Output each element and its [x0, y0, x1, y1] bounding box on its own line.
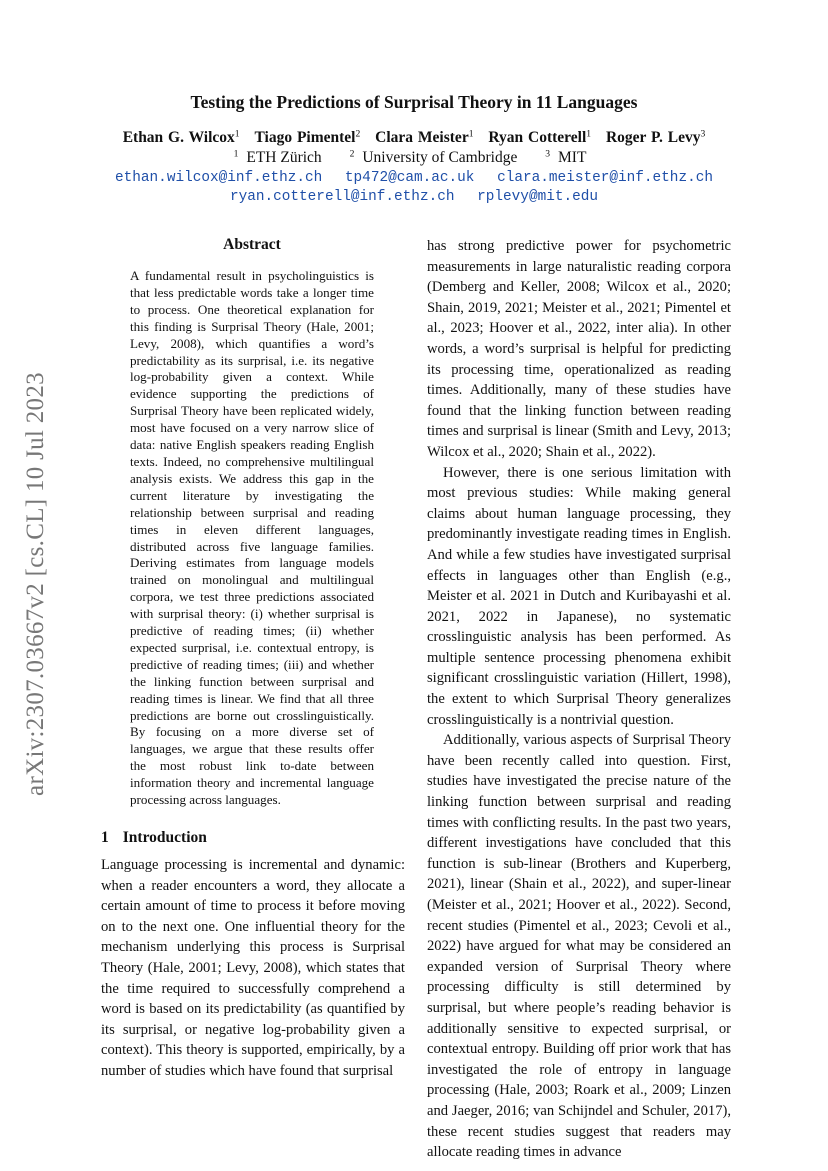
- author-name: Roger P. Levy$^3$: [605, 128, 706, 146]
- intro-paragraph-1: Language processing is incremental and dynamic: when a reader encounters a word, they allocate a certain amount of time to process it before moving on to the next one. One influential theory for the mechanism underlying this process is Surprisal Theory (Hale, 2001; Levy, 2008), which states that the time required to successfully comprehend a word is based on its predictability (as quantified by its surprisal, or negative log-probability given a context). This theory is supported, empirically, by a number of studies which have found that surprisal: [101, 857, 405, 1079]
- intro-paragraph-3: Additionally, various aspects of Surprisal Theory have been recently called into question. First, studies have investigated the precise nature of the linking function between surprisal and reading times with conflicting results. In the past two years, different investigations have concluded that this function is sub-linear (Brothers and Kuperberg, 2021), linear (Shain et al., 2022), and super-linear (Meister et al., 2021; Hoover et al., 2022). Second, recent studies (Pimentel et al., 2023; Cevoli et al., 2022) have argued for what may be considered an expanded version of Surprisal Theory where processing difficulty is still determined by surprisal, but where people’s reading behavior is additionally sensitive to expected surprisal, or contextual entropy. Building off prior work that has investigated the role of entropy in language processing (Hale, 2003; Roark et al., 2009; Linzen and Jaeger, 2016; van Schijndel and Schuler, 2017), these recent studies suggest that readers may allocate reading times in advance: [427, 732, 731, 1161]
- right-column: [427, 236, 731, 1163]
- intro-paragraph-continued: has strong predictive power for psychometric measurements in large naturalistic reading corpora (Demberg and Keller, 2008; Wilcox et al., 2020; Shain, 2019, 2021; Meister et al., 2021; Pimentel et al., 2023; Hoover et al., 2022, inter alia). In other words, a word’s surprisal is helpful for predicting its processing time, operationalized as reading times. Additionally, many of these studies have found that the linking function between reading times and surprisal is linear (Smith and Levy, 2013; Wilcox et al., 2020; Shain et al., 2022).: [427, 238, 731, 460]
- paper-title: Testing the Predictions of Surprisal Theory in 11 Languages: [190, 92, 638, 112]
- arxiv-identifier: arXiv:2307.03667v2 [cs.CL] 10 Jul 2023: [22, 372, 49, 796]
- email-list: [0, 189, 828, 205]
- author-name: Ethan G. Wilcox$^1$: [122, 128, 240, 146]
- abstract-heading: Abstract: [223, 236, 281, 253]
- email-link[interactable]: ryan.cotterell@inf.ethz.ch: [229, 189, 455, 205]
- affiliation: $^1$ ETH Zürich: [233, 148, 322, 166]
- author-name: Ryan Cotterell$^1$: [488, 128, 592, 146]
- section-title: Introduction: [122, 829, 207, 846]
- intro-paragraph-2: However, there is one serious limitation with most previous studies: While making general claims about human language processing, they predominantly investigate reading times in English. And while a few studies have investigated surprisal effects in languages other than English (e.g., Meister et al. 2021 in Dutch and Kuribayashi et al. 2021, 2022 in Japanese), no systematic crosslinguistic analysis has been performed. As multiple sentence processing phenomena exhibit significant crosslinguistic variation (Hillert, 1998), the extent to which Surprisal Theory generalizes crosslinguistically is a nontrivial question.: [427, 464, 731, 728]
- abstract-text: A fundamental result in psycholinguistics is that less predictable words take a longer time to process. One theoretical explanation for this finding is Surprisal Theory (Hale, 2001; Levy, 2008), which quantifies a word’s predictability as its surprisal, i.e. its negative log-probability given a context. While evidence supporting the predictions of Surprisal Theory have been replicated widely, most have focused on a very narrow slice of data: native English speakers reading English texts. Indeed, no comprehensive multilingual analysis exists. We address this gap in the current literature by investigating the relationship between surprisal and reading times in eleven different languages, distributed across five language families. Deriving estimates from language models trained on monolingual and multilingual corpora, we test three predictions associated with surprisal theory: (i) whether surprisal is predictive of reading times; (ii) whether expected surprisal, i.e. contextual entropy, is predictive of reading times; (iii) and whether the linking function between surprisal and reading times is linear. We find that all three predictions are borne out crosslinguistically. By focusing on a more diverse set of languages, we argue that these results offer the most robust link to-date between information theory and incremental language processing across languages.: [130, 268, 374, 808]
- affiliation-list: [0, 149, 828, 167]
- email-link[interactable]: ethan.wilcox@inf.ethz.ch: [115, 170, 323, 186]
- email-link[interactable]: tp472@cam.ac.uk: [344, 170, 475, 186]
- email-link[interactable]: rplevy@mit.edu: [477, 189, 599, 205]
- section-heading: [101, 829, 207, 847]
- affiliation: $^2$ University of Cambridge: [349, 148, 518, 166]
- author-list: [0, 129, 828, 147]
- affiliation: $^3$ MIT: [545, 148, 587, 166]
- email-link[interactable]: clara.meister@inf.ethz.ch: [497, 170, 713, 186]
- author-name: Clara Meister$^1$: [375, 128, 474, 146]
- section-number: 1: [101, 829, 109, 846]
- email-list: [0, 170, 828, 186]
- author-name: Tiago Pimentel$^2$: [254, 128, 361, 146]
